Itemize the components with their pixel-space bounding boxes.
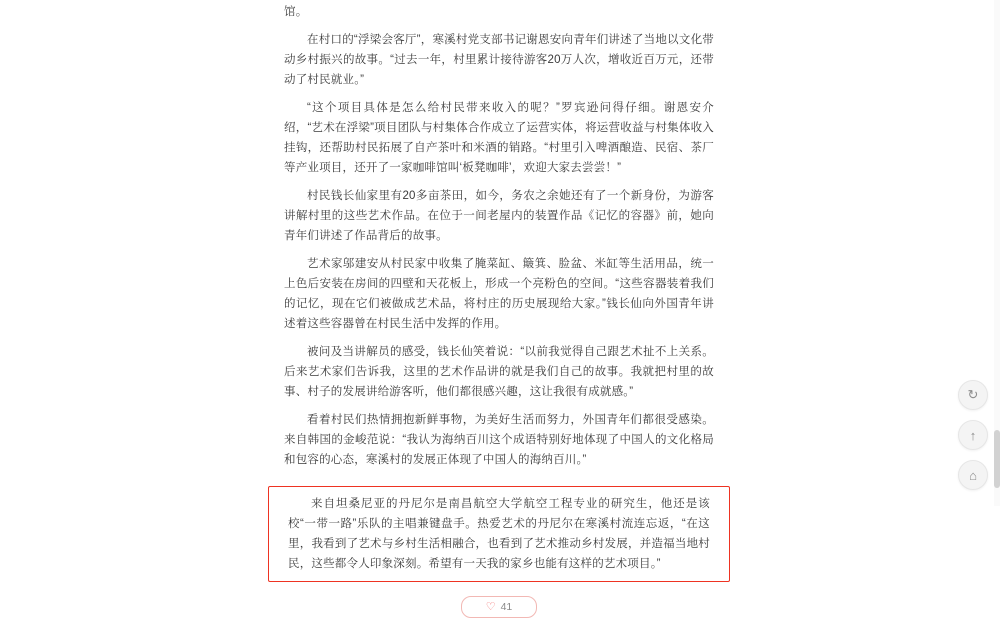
paragraph: 看着村民们热情拥抱新鲜事物，为美好生活而努力，外国青年们都很受感染。来自韩国的金峻范说：“我认为海纳百川这个成语特别好地体现了中国人的文化格局和包容的心态，寒溪村的发展正体现了中国人的海纳百川。” bbox=[284, 414, 714, 466]
paragraph: “这个项目具体是怎么给村民带来收入的呢？”罗宾逊问得仔细。谢恩安介绍，“艺术在浮梁”项目团队与村集体合作成立了运营实体，将运营收益与村集体收入挂钩，还帮助村民拓展了自产茶叶和米酒的销路。“村里引入啤酒酿造、民宿、茶厂等产业项目，还开了一家咖啡馆叫‘板凳咖啡’，欢迎大家去尝尝！” bbox=[284, 102, 714, 174]
paragraph: 在村口的“浮梁会客厅”，寒溪村党支部书记谢恩安向青年们讲述了当地以文化带动乡村振兴的故事。“过去一年，村里累计接待游客20万人次，增收近百万元，还带动了村民就业。” bbox=[284, 34, 714, 86]
paragraph-highlighted: 来自坦桑尼亚的丹尼尔是南昌航空大学航空工程专业的研究生，他还是该校“一带一路”乐队的主唱兼键盘手。热爱艺术的丹尼尔在寒溪村流连忘返，“在这里，我看到了艺术与乡村生活相融合，也看到了艺术推动乡村发展，并造福当地村民，这些都令人印象深刻。希望有一天我的家乡也能有这样的艺术项目。” bbox=[288, 498, 710, 570]
home-button[interactable] bbox=[958, 460, 988, 490]
like-button[interactable] bbox=[461, 596, 537, 618]
vertical-scrollbar[interactable] bbox=[994, 0, 1000, 506]
scrollbar-thumb[interactable] bbox=[994, 430, 1000, 488]
paragraph: 被问及当讲解员的感受，钱长仙笑着说：“以前我觉得自己跟艺术扯不上关系。后来艺术家们告诉我，这里的艺术作品讲的就是我们自己的故事。我就把村里的故事、村子的发展讲给游客听，他们都很感兴趣，这让我很有成就感。” bbox=[284, 346, 714, 398]
floating-action-buttons bbox=[958, 380, 988, 490]
refresh-button[interactable] bbox=[958, 380, 988, 410]
arrow-up-icon: ↑ bbox=[969, 427, 977, 443]
highlighted-paragraph-region bbox=[284, 486, 714, 582]
refresh-icon: ↻ bbox=[967, 387, 979, 402]
home-icon: ⌂ bbox=[969, 467, 977, 483]
paragraph: 艺术家邬建安从村民家中收集了腌菜缸、簸箕、脸盆、米缸等生活用品，统一上色后安装在房间的四壁和天花板上，形成一个亮粉色的空间。“这些容器装着我们的记忆，现在它们被做成艺术品，将村庄的历史展现给大家。”钱长仙向外国青年讲述着这些容器曾在村民生活中发挥的作用。 bbox=[284, 258, 714, 330]
scroll-to-top-button[interactable] bbox=[958, 420, 988, 450]
paragraph: 村民钱长仙家里有20多亩茶田，如今，务农之余她还有了一个新身份，为游客讲解村里的这些艺术作品。在位于一间老屋内的装置作品《记忆的容器》前，她向青年们讲述了作品背后的故事。 bbox=[284, 190, 714, 242]
heart-icon: ♡ bbox=[485, 600, 496, 613]
paragraph: 馆。 bbox=[284, 6, 308, 18]
like-count: 41 bbox=[500, 600, 513, 613]
article-body bbox=[284, 0, 714, 618]
